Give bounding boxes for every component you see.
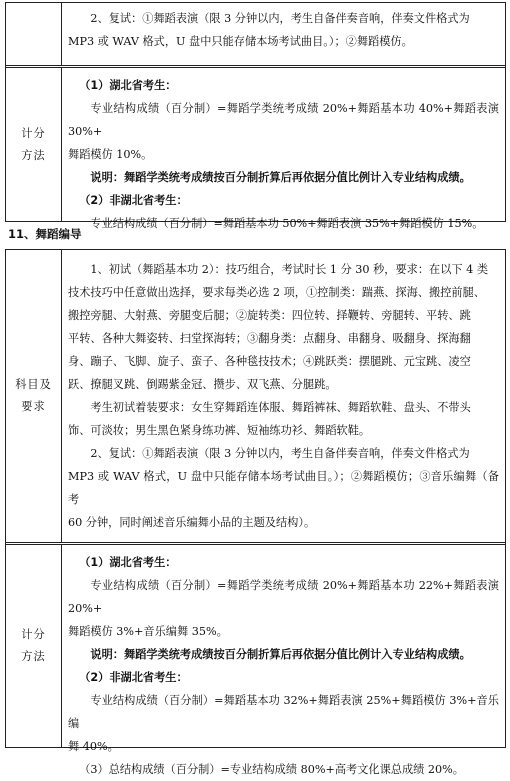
scoring-row [6, 542, 505, 776]
subject-line: 搬控旁腿、大射燕、旁腿变后腿；②旋转类：四位转、择鞭转、旁腿转、平转、跳 [68, 309, 471, 322]
note: 说明：舞蹈学类统考成绩按百分制折算后再依据分值比例计入专业结构成绩。 [90, 171, 471, 184]
hubei-formula-line-2: 舞蹈模仿 3%+音乐编舞 35%。 [68, 625, 228, 638]
total-formula: （3）总结构成绩（百分制）=专业结构成绩 80%+高考文化课总成绩 20%。 [79, 763, 464, 776]
choreography-table [5, 249, 506, 776]
label-top: 计分 [21, 126, 46, 140]
subject-line: 饰、可淡妆；男生黑色紧身练功裤、短袖练功衫、舞蹈软鞋。 [68, 424, 371, 437]
hubei-formula-line-1: 专业结构成绩（百分制）=舞蹈学类统考成绩 20%+舞蹈基本功 40%+舞蹈表演 30%+ [68, 102, 499, 138]
retest-line-1: 2、复试：①舞蹈表演（限 3 分钟以内，考生自备伴奏音响，伴奏文件格式为 [90, 12, 470, 25]
non-hubei-formula: 专业结构成绩（百分制）=舞蹈基本功 50%+舞蹈表演 35%+舞蹈模仿 15%。 [90, 217, 484, 230]
non-hubei-formula-line-2: 舞 40%。 [68, 740, 119, 753]
non-hubei-heading: （2）非湖北省考生： [79, 194, 188, 207]
scoring-row [6, 65, 505, 230]
hubei-heading: （1）湖北省考生： [79, 79, 177, 92]
row-label-subjects [6, 250, 62, 542]
label-bottom: 方法 [21, 148, 46, 162]
scoring-cell [62, 545, 505, 776]
non-hubei-heading: （2）非湖北省考生： [79, 671, 188, 684]
retest-cell [62, 3, 505, 65]
label-top: 科目及 [15, 378, 52, 391]
label-top: 计分 [21, 628, 46, 641]
subject-line: 考生初试着装要求：女生穿舞蹈连体服、舞蹈裤袜、舞蹈软鞋、盘头、不带头 [90, 401, 471, 414]
section-title: 11、舞蹈编导 [8, 227, 82, 241]
hubei-heading: （1）湖北省考生： [79, 556, 177, 569]
retest-line-2: MP3 或 WAV 格式，U 盘中只能存储本场考试曲目。）；②舞蹈模仿。 [68, 35, 413, 48]
subjects-row [6, 250, 505, 542]
row-label-scoring [6, 68, 62, 221]
scoring-cell [62, 68, 505, 230]
subject-line: 平转、各种大舞姿转、扫堂探海转；③翻身类：点翻身、串翻身、吸翻身、探海翻 [68, 332, 471, 345]
label-bottom: 方法 [21, 650, 46, 663]
label-bottom: 要求 [21, 400, 46, 413]
row-label-empty [6, 3, 62, 65]
subject-line: 技术技巧中任意做出选择，要求每类必选 2 项，①控制类：踹燕、探海、搬控前腿、 [68, 286, 485, 299]
non-hubei-formula-line-1: 专业结构成绩（百分制）=舞蹈基本功 32%+舞蹈表演 25%+舞蹈模仿 3%+音乐编 [68, 694, 499, 730]
note: 说明：舞蹈学类统考成绩按百分制折算后再依据分值比例计入专业结构成绩。 [90, 648, 471, 661]
retest-row [6, 3, 505, 65]
subject-line: 1、初试（舞蹈基本功 2）：技巧组合，考试时长 1 分 30 秒，要求：在以下 4 类 [90, 263, 489, 276]
scoring-table-dance [5, 2, 506, 230]
hubei-formula-line-1: 专业结构成绩（百分制）=舞蹈学类统考成绩 20%+舞蹈基本功 22%+舞蹈表演 20%+ [68, 579, 499, 615]
subject-line: 2、复试：①舞蹈表演（限 3 分钟以内，考生自备伴奏音响，伴奏文件格式为 [90, 447, 470, 460]
hubei-formula-line-2: 舞蹈模仿 10%。 [68, 148, 153, 161]
subject-line: MP3 或 WAV 格式，U 盘中只能存储本场考试曲目。）；②舞蹈模仿；③音乐编舞（备考 [68, 470, 499, 506]
subject-line: 60 分钟，同时阐述音乐编舞小品的主题及结构）。 [68, 516, 316, 529]
row-label-scoring [6, 545, 62, 747]
subject-line: 跃、撩腿叉跳、倒踢紫金冠、攒步、双飞燕、分腿跳。 [68, 378, 337, 391]
subjects-cell [62, 250, 505, 542]
subject-line: 身、蹦子、飞脚、旋子、蛮子、各种毯技技术；④跳跃类：摆腿跳、元宝跳、凌空 [68, 355, 471, 368]
